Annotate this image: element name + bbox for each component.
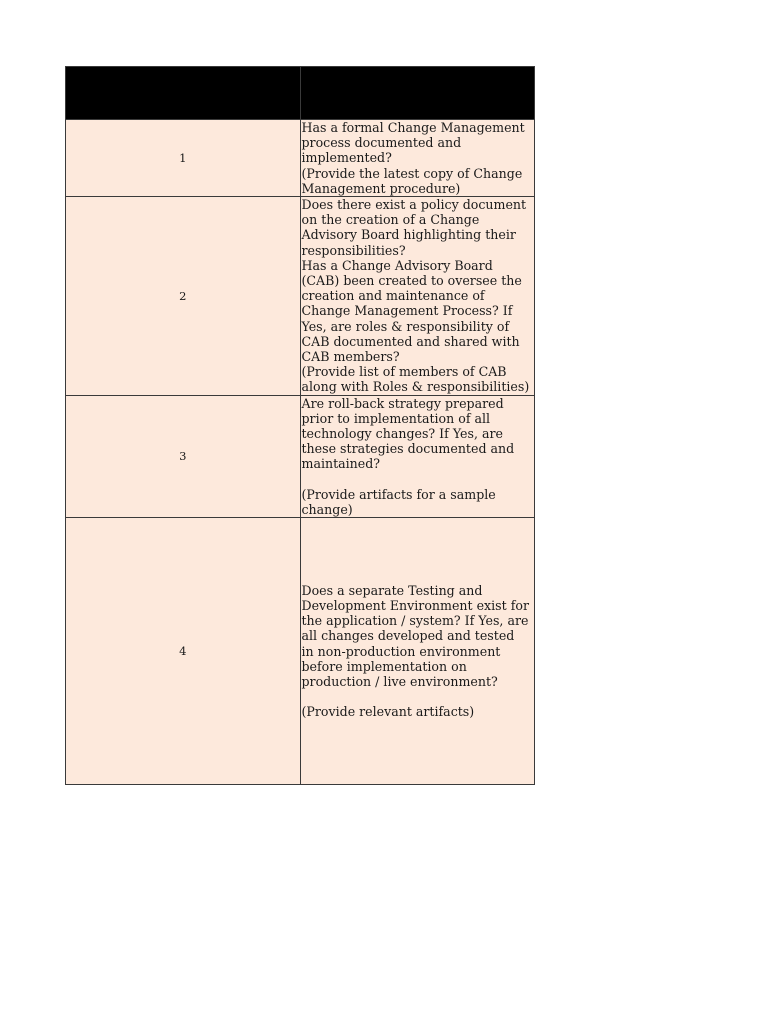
checklist-table bbox=[65, 66, 535, 785]
question-text: Does a separate Testing and Development Environment exist for the application / system? If Yes, are all changes developed and tested in non-production environment before implementation on production / live environment? (Provide relevant artifacts) bbox=[301, 582, 529, 720]
header-question-cell bbox=[300, 67, 535, 120]
table-row bbox=[66, 518, 535, 785]
question-cell bbox=[300, 395, 535, 518]
question-cell bbox=[300, 518, 535, 785]
row-number: 3 bbox=[66, 395, 301, 518]
question-text: Does there exist a policy document on the creation of a Change Advisory Board highlighting their responsibilities? Has a Change Advisory Board (CAB) been created to oversee the creation and maintenance of Change Management Process? If Yes, are roles & responsibility of CAB documented and shared with CAB members? (Provide list of members of CAB along with Roles & responsibilities) bbox=[301, 197, 530, 395]
header-number-cell bbox=[66, 67, 301, 120]
question-cell bbox=[300, 197, 535, 396]
question-text: Are roll-back strategy prepared prior to implementation of all technology changes? If Yes, are these strategies documented and maintained? (Provide artifacts for a sample change) bbox=[301, 395, 515, 518]
row-number: 4 bbox=[66, 518, 301, 785]
row-number: 1 bbox=[66, 120, 301, 197]
table-row bbox=[66, 120, 535, 197]
table-row bbox=[66, 197, 535, 396]
row-number: 2 bbox=[66, 197, 301, 396]
table-header-row bbox=[66, 67, 535, 120]
table-row bbox=[66, 395, 535, 518]
question-text: Has a formal Change Management process documented and implemented? (Provide the latest copy of Change Management procedure) bbox=[301, 120, 525, 196]
question-cell bbox=[300, 120, 535, 197]
